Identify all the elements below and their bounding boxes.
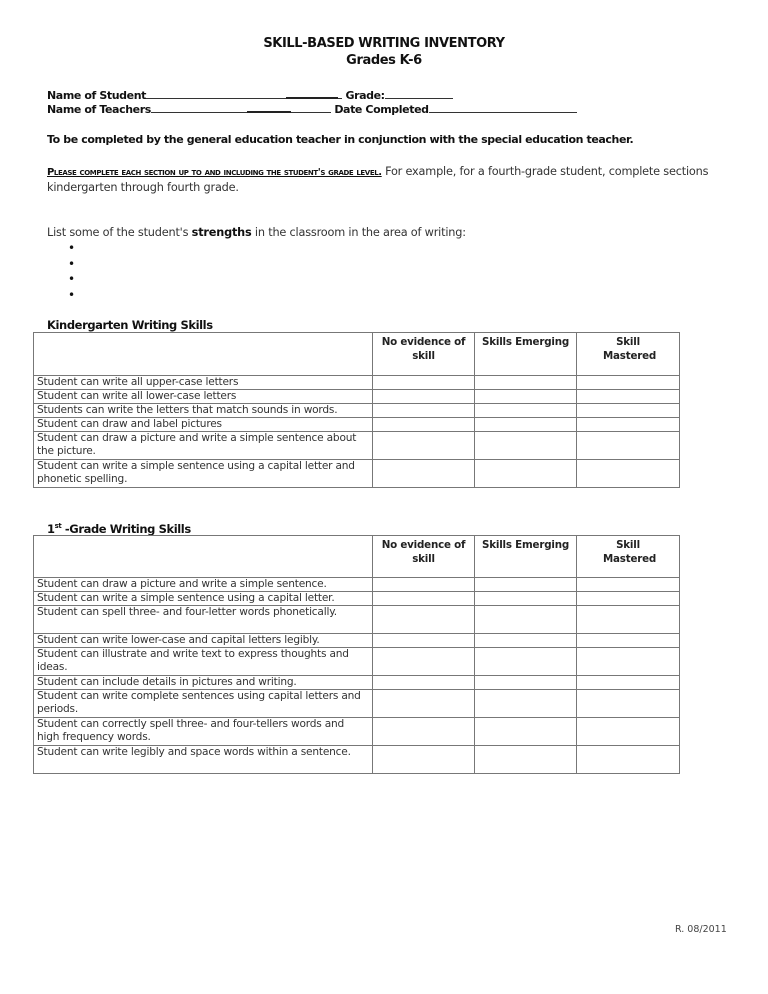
- emerging-cell[interactable]: [475, 460, 577, 488]
- strengths-list: [68, 241, 75, 302]
- skill-text: Student can write complete sentences using capital letters and periods.: [34, 690, 373, 718]
- emerging-cell[interactable]: [475, 634, 577, 648]
- student-name-field[interactable]: [146, 88, 286, 99]
- table-header-row: [34, 536, 680, 578]
- no-evidence-cell[interactable]: [373, 648, 475, 676]
- table-row: [34, 690, 680, 718]
- student-grade-row: [47, 87, 453, 102]
- no-evidence-cell[interactable]: [373, 418, 475, 432]
- emerging-cell[interactable]: [475, 718, 577, 746]
- table-row: [34, 648, 680, 676]
- emerging-cell[interactable]: [475, 676, 577, 690]
- skill-text: Student can draw a picture and write a simple sentence.: [34, 578, 373, 592]
- emerging-cell[interactable]: [475, 690, 577, 718]
- table-row: [34, 432, 680, 460]
- column-emerging: Skills Emerging: [475, 333, 577, 376]
- kindergarten-skills-table: [33, 332, 680, 488]
- mastered-cell[interactable]: [577, 460, 680, 488]
- table-header-row: [34, 333, 680, 376]
- skill-text: Student can write legibly and space words within a sentence.: [34, 746, 373, 774]
- emerging-cell[interactable]: [475, 648, 577, 676]
- grade-label: Grade:: [345, 89, 385, 102]
- mastered-cell[interactable]: [577, 746, 680, 774]
- emerging-cell[interactable]: [475, 592, 577, 606]
- grade-field[interactable]: [385, 88, 453, 99]
- first-grade-skills-table: [33, 535, 680, 774]
- kindergarten-section-title: Kindergarten Writing Skills: [47, 318, 213, 332]
- strength-bullet-2[interactable]: •: [68, 256, 76, 271]
- mastered-cell[interactable]: [577, 404, 680, 418]
- student-name-field-ext[interactable]: [286, 87, 338, 99]
- skill-text: Student can write a simple sentence using a capital letter.: [34, 592, 373, 606]
- student-name-label: Name of Student: [47, 89, 146, 102]
- strength-bullet-1[interactable]: •: [68, 241, 76, 255]
- no-evidence-cell[interactable]: [373, 690, 475, 718]
- strength-bullet-3[interactable]: •: [68, 272, 76, 286]
- table-row: [34, 676, 680, 690]
- mastered-cell[interactable]: [577, 634, 680, 648]
- no-evidence-cell[interactable]: [373, 376, 475, 390]
- emerging-cell[interactable]: [475, 418, 577, 432]
- emerging-cell[interactable]: [475, 432, 577, 460]
- no-evidence-cell[interactable]: [373, 676, 475, 690]
- skill-column-header: [34, 536, 373, 578]
- mastered-cell[interactable]: [577, 376, 680, 390]
- table-row: [34, 718, 680, 746]
- table-row: [34, 578, 680, 592]
- instructions-emphasis: Please complete each section up to and including the student's grade level.: [47, 167, 382, 178]
- table-row: [34, 404, 680, 418]
- no-evidence-cell[interactable]: [373, 592, 475, 606]
- table-row: [34, 746, 680, 774]
- teachers-field-ext[interactable]: [247, 101, 291, 113]
- mastered-cell[interactable]: [577, 592, 680, 606]
- mastered-cell[interactable]: [577, 432, 680, 460]
- skill-text: Student can draw a picture and write a simple sentence about the picture.: [34, 432, 373, 460]
- date-completed-label: Date Completed: [334, 103, 429, 116]
- no-evidence-cell[interactable]: [373, 432, 475, 460]
- mastered-cell[interactable]: [577, 606, 680, 634]
- revision-date: R. 08/2011: [675, 924, 727, 935]
- column-mastered: Skill Mastered: [577, 536, 680, 578]
- instructions-text: For example, for a fourth-grade student, complete sections kindergarten through fourth grade.: [47, 165, 709, 194]
- table-row: [34, 592, 680, 606]
- emerging-cell[interactable]: [475, 578, 577, 592]
- strength-bullet-4[interactable]: •: [68, 287, 76, 302]
- strengths-prompt: List some of the student's strengths in the classroom in the area of writing:: [47, 226, 466, 239]
- emerging-cell[interactable]: [475, 404, 577, 418]
- table-row: [34, 606, 680, 634]
- no-evidence-cell[interactable]: [373, 718, 475, 746]
- skill-text: Students can write the letters that match sounds in words.: [34, 404, 373, 418]
- mastered-cell[interactable]: [577, 578, 680, 592]
- table-row: [34, 634, 680, 648]
- skill-text: Student can illustrate and write text to express thoughts and ideas.: [34, 648, 373, 676]
- skill-text: Student can write all lower-case letters: [34, 390, 373, 404]
- instructions: [47, 164, 727, 195]
- mastered-cell[interactable]: [577, 390, 680, 404]
- column-no-evidence: No evidence of skill: [373, 333, 475, 376]
- column-no-evidence: No evidence of skill: [373, 536, 475, 578]
- teachers-label: Name of Teachers: [47, 103, 151, 116]
- date-completed-field[interactable]: [429, 102, 577, 113]
- no-evidence-cell[interactable]: [373, 390, 475, 404]
- skill-text: Student can include details in pictures and writing.: [34, 676, 373, 690]
- skill-text: Student can write a simple sentence using a capital letter and phonetic spelling.: [34, 460, 373, 488]
- no-evidence-cell[interactable]: [373, 634, 475, 648]
- table-row: [34, 418, 680, 432]
- document-subtitle: Grades K-6: [346, 53, 422, 68]
- no-evidence-cell[interactable]: [373, 404, 475, 418]
- emerging-cell[interactable]: [475, 376, 577, 390]
- no-evidence-cell[interactable]: [373, 746, 475, 774]
- mastered-cell[interactable]: [577, 648, 680, 676]
- skill-text: Student can draw and label pictures: [34, 418, 373, 432]
- table-row: [34, 460, 680, 488]
- completion-note: To be completed by the general education teacher in conjunction with the special education teacher.: [47, 133, 634, 146]
- skill-text: Student can write lower-case and capital letters legibly.: [34, 634, 373, 648]
- column-mastered: Skill Mastered: [577, 333, 680, 376]
- table-row: [34, 376, 680, 390]
- skill-text: Student can spell three- and four-letter words phonetically.: [34, 606, 373, 634]
- mastered-cell[interactable]: [577, 690, 680, 718]
- first-grade-section-title: 1st -Grade Writing Skills: [47, 522, 191, 536]
- emerging-cell[interactable]: [475, 746, 577, 774]
- table-row: [34, 390, 680, 404]
- teachers-field[interactable]: [151, 102, 247, 113]
- strengths-emphasis: strengths: [191, 226, 252, 239]
- skill-text: Student can correctly spell three- and four-tellers words and high frequency words.: [34, 718, 373, 746]
- no-evidence-cell[interactable]: [373, 460, 475, 488]
- mastered-cell[interactable]: [577, 418, 680, 432]
- document-title: SKILL-BASED WRITING INVENTORY: [263, 36, 505, 51]
- skill-column-header: [34, 333, 373, 376]
- no-evidence-cell[interactable]: [373, 578, 475, 592]
- skill-text: Student can write all upper-case letters: [34, 376, 373, 390]
- teachers-date-row: [47, 101, 577, 116]
- mastered-cell[interactable]: [577, 676, 680, 690]
- emerging-cell[interactable]: [475, 390, 577, 404]
- column-emerging: Skills Emerging: [475, 536, 577, 578]
- emerging-cell[interactable]: [475, 606, 577, 634]
- no-evidence-cell[interactable]: [373, 606, 475, 634]
- mastered-cell[interactable]: [577, 718, 680, 746]
